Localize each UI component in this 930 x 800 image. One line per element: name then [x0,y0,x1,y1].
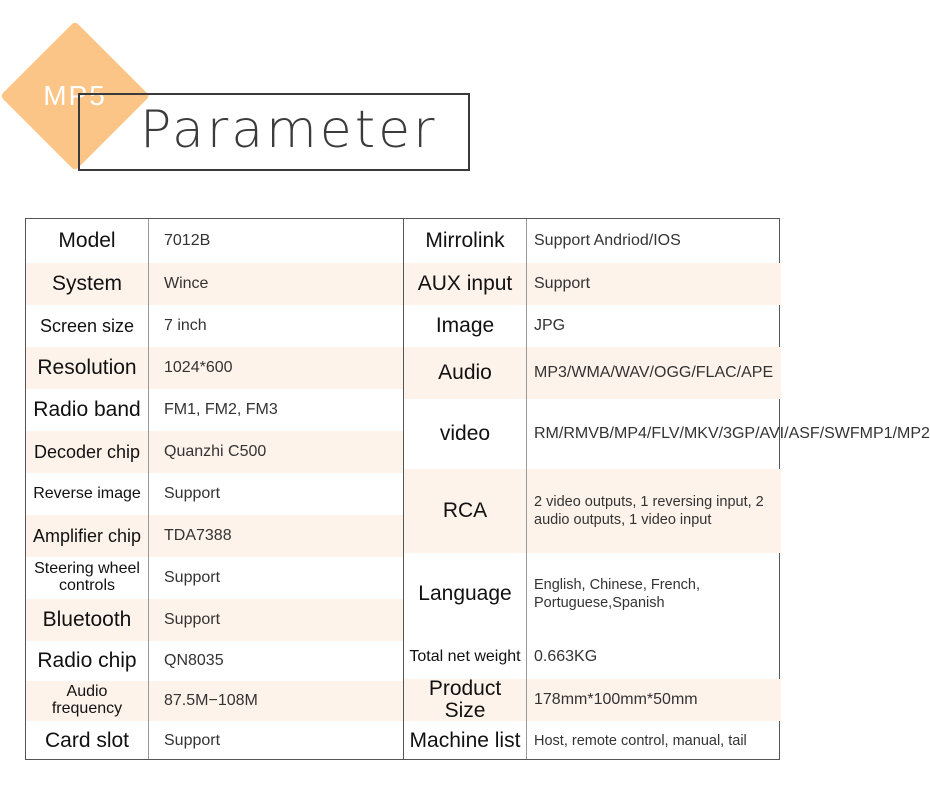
spec-row [26,721,404,761]
spec-row [26,599,404,641]
spec-row [26,305,404,347]
spec-value: MP3/WMA/WAV/OGG/FLAC/APE [534,364,774,381]
spec-value: 7012B [164,232,211,249]
spec-value: Wince [164,275,209,292]
spec-value: Support [534,275,591,292]
spec-row [404,263,781,305]
spec-row [26,219,404,263]
spec-label: Radio band [33,397,141,421]
spec-row [404,553,781,635]
spec-label: Decoder chip [33,441,141,462]
mp5-badge-text: MP5 [43,80,107,111]
spec-row [404,635,781,679]
spec-row [404,219,781,263]
spec-label: Screen size [39,315,135,336]
spec-label: Audio frequency [51,683,123,717]
spec-row [404,676,781,722]
column-divider [526,219,527,759]
spec-label: Radio chip [37,648,137,672]
spec-label: Audio [438,360,492,384]
spec-value: Support [164,569,221,586]
spec-value: Support Andriod/IOS [534,232,681,249]
spec-row [26,515,404,557]
spec-label: Image [435,313,495,337]
spec-label: RCA [442,498,488,522]
spec-label: Steering wheel controls [34,560,140,594]
parameter-table [25,218,930,760]
spec-row [404,399,930,469]
spec-label: Card slot [44,728,130,752]
spec-value: 0.663KG [534,648,598,665]
spec-value: 1024*600 [164,359,233,376]
spec-value: 7 inch [164,317,207,334]
spec-value: Support [164,611,221,628]
spec-label: Language [418,581,512,605]
spec-label: video [439,421,491,445]
spec-label: System [51,271,122,295]
spec-value: QN8035 [164,652,224,669]
spec-row [26,473,404,515]
column-divider [148,219,149,759]
spec-row [26,431,404,473]
spec-row [404,305,781,347]
spec-row [26,641,404,681]
spec-row [404,721,781,761]
page-title: Parameter [140,100,438,160]
spec-value: JPG [534,317,566,334]
spec-label: Mirrolink [425,228,505,252]
spec-row [26,557,404,599]
right-spec-column [404,219,930,759]
spec-label: Model [58,228,116,252]
spec-label: Product Size [428,676,502,722]
spec-value: Support [164,732,221,749]
spec-value: FM1, FM2, FM3 [164,401,278,418]
spec-value: Support [164,485,221,502]
spec-label: Resolution [37,355,137,379]
spec-label: Total net weight [409,647,521,665]
spec-label: Reverse image [33,484,141,502]
spec-label: AUX input [417,271,513,295]
spec-value: 2 video outputs, 1 reversing input, 2 audio outputs, 1 video input [534,493,764,528]
spec-row [404,469,781,553]
spec-row [26,681,404,721]
left-spec-column [26,219,404,759]
spec-label: Bluetooth [42,607,132,631]
spec-value: Quanzhi C500 [164,443,267,460]
spec-row [404,347,781,399]
column-divider [403,219,404,759]
spec-value: 87.5M−108M [164,692,258,709]
spec-row [26,347,404,389]
spec-row [26,263,404,305]
spec-value: English, Chinese, French, Portuguese,Spanish [534,576,701,611]
spec-value: TDA7388 [164,527,232,544]
spec-value: RM/RMVB/MP4/FLV/MKV/3GP/AVI/ASF/SWFMP1/MP2 [534,425,930,442]
spec-row [26,389,404,431]
spec-label: Machine list [409,728,521,752]
spec-label: Amplifier chip [32,525,142,546]
spec-value: 178mm*100mm*50mm [534,691,698,708]
spec-value: Host, remote control, manual, tail [534,732,747,749]
